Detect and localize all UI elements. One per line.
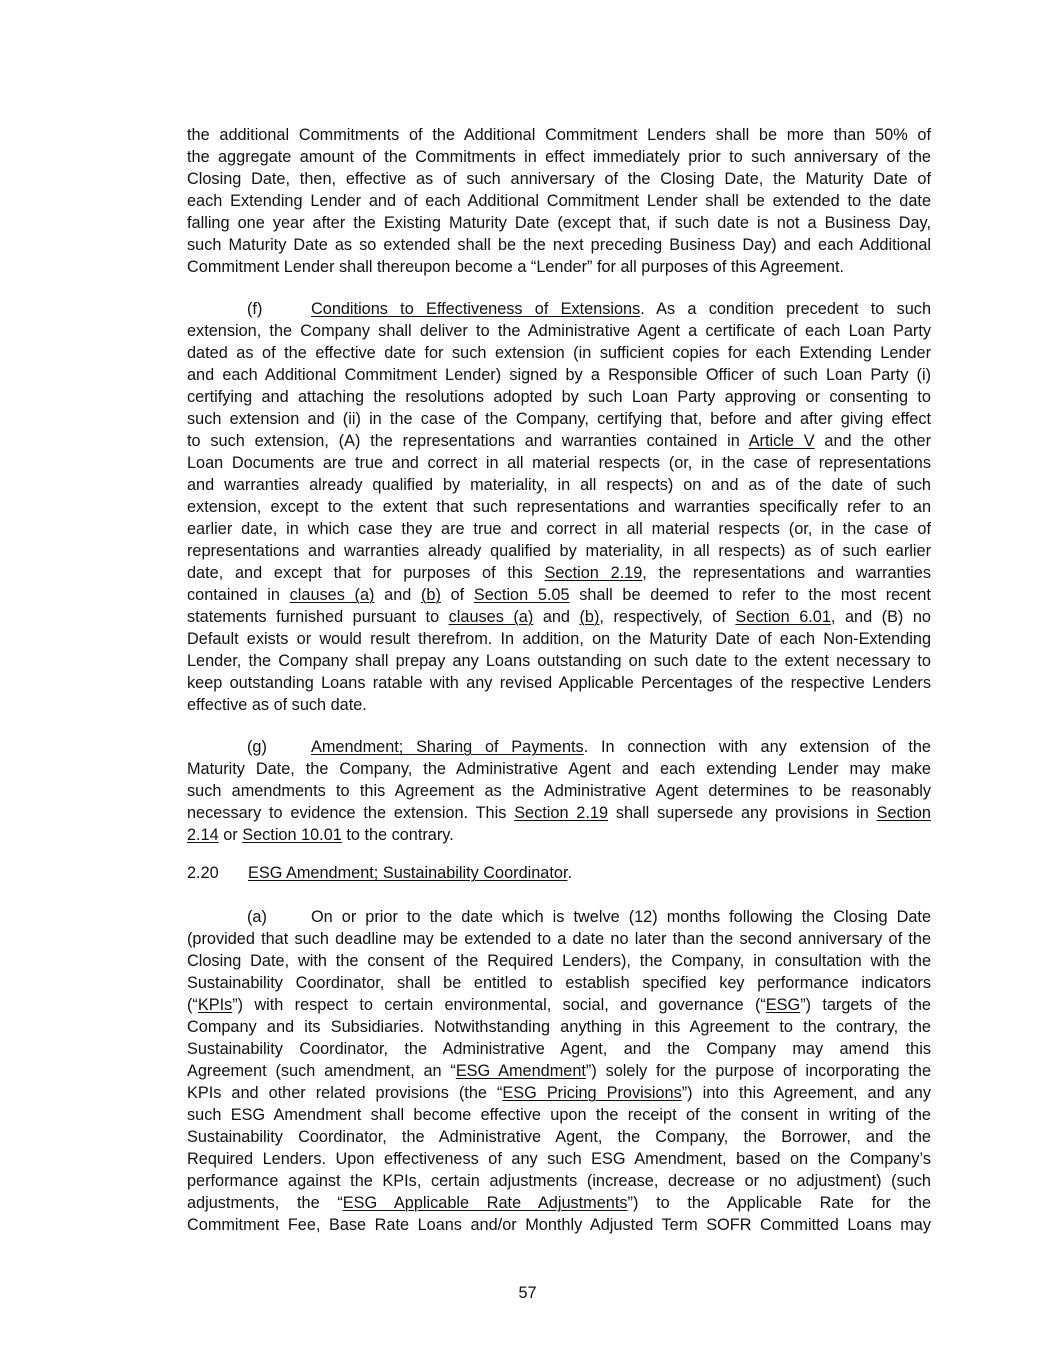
cross-reference-link[interactable]: (b) bbox=[421, 586, 441, 604]
section-title: ESG Amendment; Sustainability Coordinator bbox=[248, 864, 568, 882]
text-span: , the representations and warranties bbox=[642, 564, 931, 582]
text-span: and the other bbox=[814, 432, 931, 450]
text-line: each Extending Lender and of each Additional Commitment Lender shall be extended to the date bbox=[187, 192, 931, 210]
text-span: statements furnished pursuant to bbox=[187, 608, 449, 626]
text-line: extension, except to the extent that such representations and warranties specifically refer to an bbox=[187, 498, 931, 516]
defined-term: ESG Pricing Provisions bbox=[502, 1084, 682, 1102]
text-line: the aggregate amount of the Commitments in effect immediately prior to such anniversary of the bbox=[187, 148, 931, 166]
text-line: On or prior to the date which is twelve (12) months following the Closing Date bbox=[311, 908, 931, 926]
text-line: Company and its Subsidiaries. Notwithstanding anything in this Agreement to the contrary, the bbox=[187, 1018, 931, 1036]
clause-heading: Conditions to Effectiveness of Extensions bbox=[311, 300, 641, 318]
text-line: such Maturity Date as so extended shall be the next preceding Business Day) and each Additional bbox=[187, 236, 931, 254]
text-line: Sustainability Coordinator, the Administrative Agent, and the Company may amend this bbox=[187, 1040, 931, 1058]
text-span: (“ bbox=[187, 996, 198, 1014]
text-line bbox=[187, 824, 931, 846]
text-span: ”) into this Agreement, and any bbox=[681, 1084, 931, 1102]
text-line bbox=[187, 994, 931, 1016]
clause-label: (g) bbox=[247, 738, 267, 756]
page-number: 57 bbox=[518, 1284, 537, 1302]
cross-reference-link[interactable]: Section 5.05 bbox=[473, 586, 570, 604]
text-line: Commitment Lender shall thereupon become a “Lender” for all purposes of this Agreement. bbox=[187, 258, 845, 276]
defined-term: KPIs bbox=[197, 996, 233, 1014]
text-line bbox=[187, 1192, 931, 1214]
section-title-line bbox=[248, 862, 572, 884]
text-line: such extension and (ii) in the case of the Company, certifying that, before and after giving effect bbox=[187, 410, 931, 428]
text-span: necessary to evidence the extension. This bbox=[187, 804, 515, 822]
cross-reference-link[interactable]: Section 6.01 bbox=[735, 608, 831, 626]
text-line: Default exists or would result therefrom. In addition, on the Maturity Date of each Non-Extending bbox=[187, 630, 931, 648]
text-line: such amendments to this Agreement as the Administrative Agent determines to be reasonably bbox=[187, 782, 931, 800]
text-line: Maturity Date, the Company, the Administrative Agent and each extending Lender may make bbox=[187, 760, 931, 778]
cross-reference-link[interactable]: clauses (a) bbox=[448, 608, 534, 626]
text-span: ”) to the Applicable Rate for the bbox=[627, 1194, 931, 1212]
text-line: Required Lenders. Upon effectiveness of any such ESG Amendment, based on the Company’s bbox=[187, 1150, 931, 1168]
text-span: and bbox=[533, 608, 580, 626]
text-line: representations and warranties already qualified by materiality, in all respects) as of such earlier bbox=[187, 542, 931, 560]
text-line bbox=[187, 584, 931, 606]
text-line: dated as of the effective date for such extension (in sufficient copies for each Extending Lender bbox=[187, 344, 931, 362]
defined-term: ESG Applicable Rate Adjustments bbox=[342, 1194, 628, 1212]
text-line: performance against the KPIs, certain adjustments (increase, decrease or no adjustment) (such bbox=[187, 1172, 931, 1190]
text-span: . In connection with any extension of the bbox=[583, 738, 931, 756]
text-span: of bbox=[440, 586, 474, 604]
cross-reference-link[interactable]: clauses (a) bbox=[289, 586, 375, 604]
text-line: Sustainability Coordinator, the Administrative Agent, the Company, the Borrower, and the bbox=[187, 1128, 931, 1146]
text-span: Agreement (such amendment, an “ bbox=[187, 1062, 456, 1080]
text-line: Closing Date, then, effective as of such anniversary of the Closing Date, the Maturity Date of bbox=[187, 170, 931, 188]
text-span: shall be deemed to refer to the most recent bbox=[569, 586, 931, 604]
text-line: the additional Commitments of the Additional Commitment Lenders shall be more than 50% of bbox=[187, 126, 931, 144]
text-line: Lender, the Company shall prepay any Loans outstanding on such date to the extent necessary to bbox=[187, 652, 931, 670]
text-line bbox=[187, 1060, 931, 1082]
text-span: or bbox=[218, 826, 243, 844]
cross-reference-link[interactable]: Section 10.01 bbox=[242, 826, 342, 844]
text-line: and each Additional Commitment Lender) signed by a Responsible Officer of such Loan Party (i) bbox=[187, 366, 931, 384]
text-line bbox=[187, 1082, 931, 1104]
text-span: to the contrary. bbox=[341, 826, 454, 844]
text-span: , and (B) no bbox=[830, 608, 931, 626]
defined-term: ESG bbox=[765, 996, 801, 1014]
cross-reference-link[interactable]: Section 2.19 bbox=[514, 804, 608, 822]
text-line bbox=[187, 802, 931, 824]
text-span: . bbox=[567, 864, 572, 882]
text-line: (provided that such deadline may be extended to a date no later than the second anniversary of the bbox=[187, 930, 931, 948]
text-span: contained in bbox=[187, 586, 290, 604]
clause-heading: Amendment; Sharing of Payments bbox=[311, 738, 584, 756]
text-line bbox=[187, 606, 931, 628]
text-span: ”) solely for the purpose of incorporating the bbox=[585, 1062, 931, 1080]
text-line: Closing Date, with the consent of the Required Lenders), the Company, in consultation with the bbox=[187, 952, 931, 970]
clause-heading-line bbox=[311, 298, 931, 320]
text-line: extension, the Company shall deliver to the Administrative Agent a certificate of each Loan Party bbox=[187, 322, 931, 340]
text-span: ”) with respect to certain environmental, social, and governance (“ bbox=[232, 996, 766, 1014]
clause-label: (a) bbox=[247, 908, 267, 926]
text-span: to such extension, (A) the representations and warranties contained in bbox=[187, 432, 749, 450]
text-span: KPIs and other related provisions (the “ bbox=[187, 1084, 503, 1102]
clause-heading-line bbox=[311, 736, 931, 758]
section-number: 2.20 bbox=[187, 864, 219, 882]
text-span: shall supersede any provisions in bbox=[608, 804, 877, 822]
text-line: and warranties already qualified by materiality, in all respects) on and as of the date of such bbox=[187, 476, 931, 494]
text-span: and bbox=[374, 586, 421, 604]
text-line: certifying and attaching the resolutions adopted by such Loan Party approving or consenting to bbox=[187, 388, 931, 406]
cross-reference-link[interactable]: (b) bbox=[579, 608, 600, 626]
text-line: earlier date, in which case they are true and correct in all material respects (or, in the case of bbox=[187, 520, 931, 538]
text-line: effective as of such date. bbox=[187, 696, 367, 714]
cross-reference-link[interactable]: Article V bbox=[748, 432, 815, 450]
text-line: keep outstanding Loans ratable with any revised Applicable Percentages of the respective Lenders bbox=[187, 674, 931, 692]
text-line: such ESG Amendment shall become effective upon the receipt of the consent in writing of the bbox=[187, 1106, 931, 1124]
text-span: date, and except that for purposes of this bbox=[187, 564, 545, 582]
defined-term: ESG Amendment bbox=[455, 1062, 586, 1080]
text-line bbox=[187, 430, 931, 452]
text-span: . As a condition precedent to such bbox=[640, 300, 931, 318]
text-line bbox=[187, 562, 931, 584]
clause-label: (f) bbox=[247, 300, 263, 318]
cross-reference-link[interactable]: Section bbox=[876, 804, 931, 822]
text-line: Loan Documents are true and correct in all material respects (or, in the case of representations bbox=[187, 454, 931, 472]
text-line: Commitment Fee, Base Rate Loans and/or Monthly Adjusted Term SOFR Committed Loans may bbox=[187, 1216, 931, 1234]
text-line: falling one year after the Existing Maturity Date (except that, if such date is not a Business Day, bbox=[187, 214, 931, 232]
text-span: ”) targets of the bbox=[800, 996, 931, 1014]
text-span: adjustments, the “ bbox=[187, 1194, 343, 1212]
text-line: Sustainability Coordinator, shall be entitled to establish specified key performance indicators bbox=[187, 974, 931, 992]
cross-reference-link[interactable]: 2.14 bbox=[187, 826, 219, 844]
text-span: , respectively, of bbox=[599, 608, 736, 626]
cross-reference-link[interactable]: Section 2.19 bbox=[544, 564, 643, 582]
